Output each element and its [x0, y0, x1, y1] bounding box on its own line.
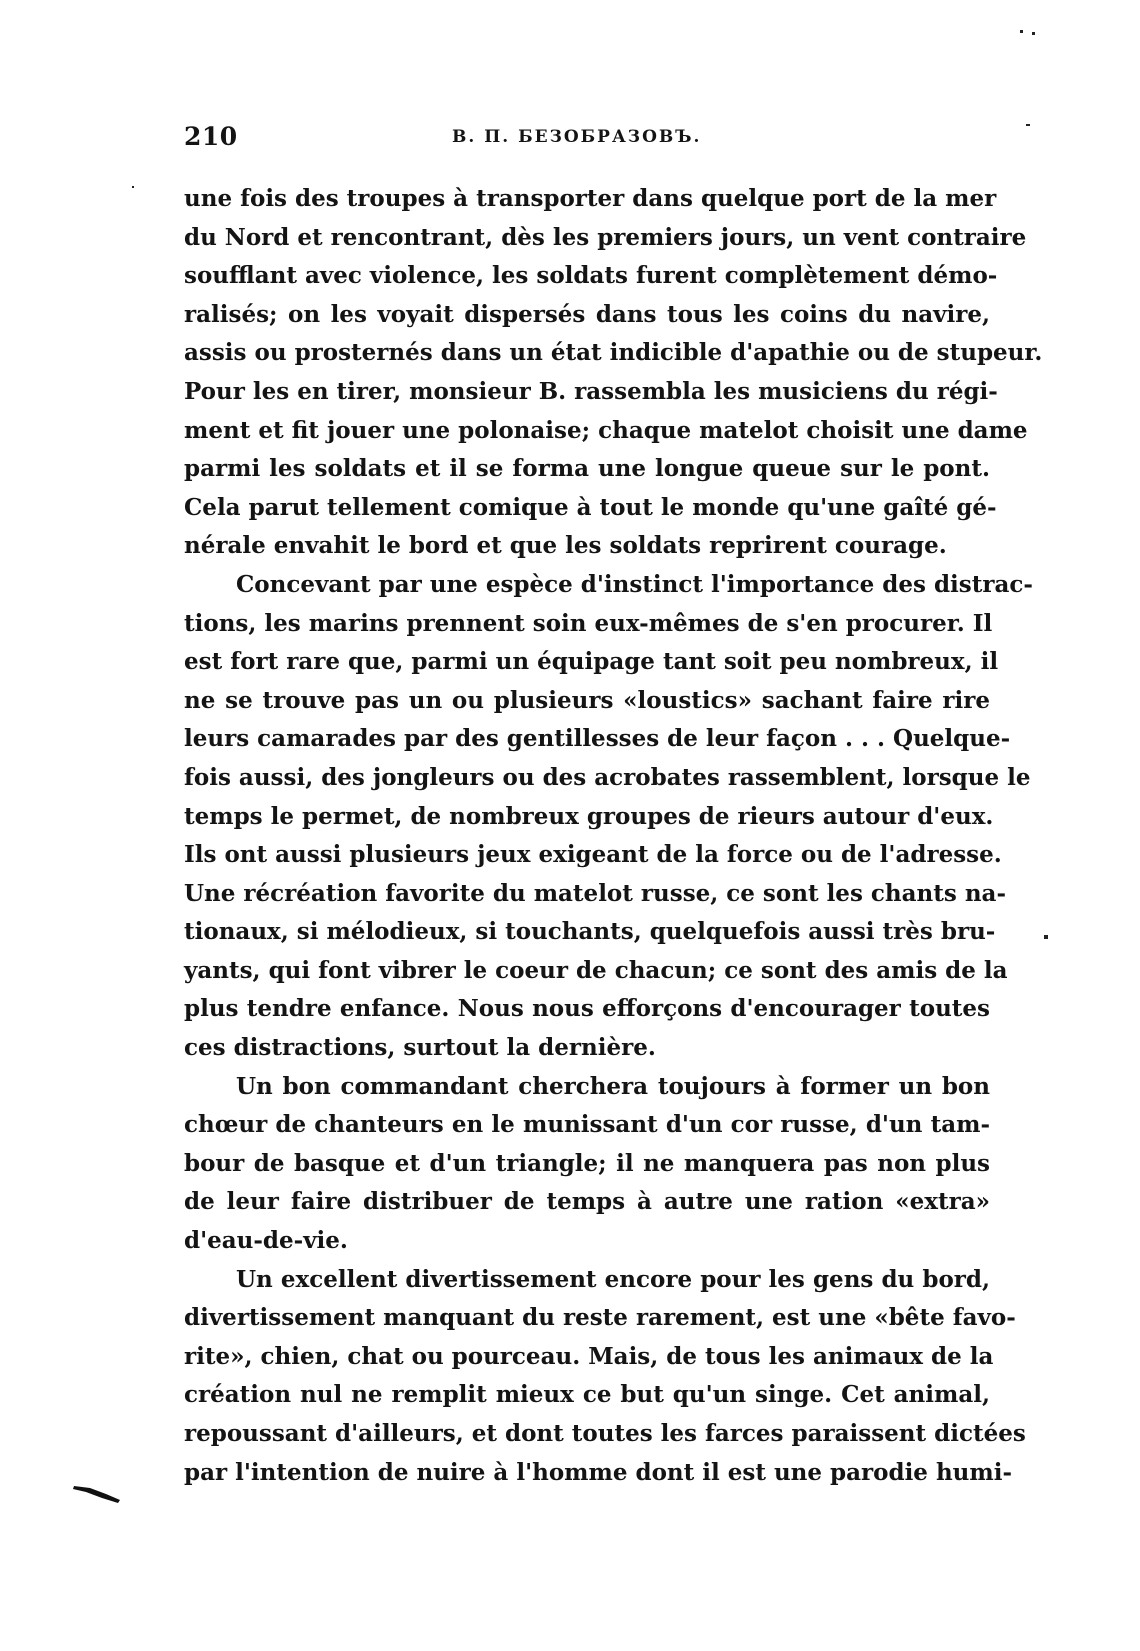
text-line: Un bon commandant cherchera toujours à former un bon — [236, 1072, 990, 1100]
text-line: temps le permet, de nombreux groupes de rieurs autour d'eux. — [184, 802, 994, 830]
text-line: parmi les soldats et il se forma une longue queue sur le pont. — [184, 455, 990, 483]
text-line: Ils ont aussi plusieurs jeux exigeant de la force ou de l'adresse. — [184, 841, 1002, 869]
text-line: une fois des troupes à transporter dans quelque port de la mer — [184, 185, 997, 212]
text-line: fois aussi, des jongleurs ou des acrobates rassemblent, lorsque le — [184, 763, 1031, 791]
text-line: ment et fit jouer une polonaise; chaque matelot choisit une dame — [184, 416, 1028, 444]
text-line: bour de basque et d'un triangle; il ne manquera pas non plus — [184, 1149, 990, 1177]
scan-speck — [1044, 935, 1048, 939]
text-line: yants, qui font vibrer le coeur de chacun; ce sont des amis de la — [184, 956, 1008, 984]
text-line: est fort rare que, parmi un équipage tant soit peu nombreux, il — [184, 648, 999, 676]
text-line: tionaux, si mélodieux, si touchants, quelquefois aussi très bru- — [184, 918, 996, 946]
text-line: Cela parut tellement comique à tout le monde qu'une gaîté gé- — [184, 493, 997, 521]
text-line: leurs camarades par des gentillesses de leur façon . . . Quelque- — [184, 725, 1011, 753]
scan-mark-icon — [72, 1482, 122, 1504]
running-head: В. П. БЕЗОБРАЗОВЪ. — [452, 127, 702, 147]
text-line: de leur faire distribuer de temps à autre une ration «extra» — [184, 1188, 990, 1216]
scan-speck — [1020, 30, 1023, 33]
text-line: rite», chien, chat ou pourceau. Mais, de tous les animaux de la — [184, 1342, 994, 1370]
text-line: repoussant d'ailleurs, et dont toutes les farces paraissent dictées — [184, 1420, 1026, 1447]
text-line: assis ou prosternés dans un état indicible d'apathie ou de stupeur. — [184, 339, 1043, 367]
scan-speck — [1032, 32, 1035, 35]
body-text — [184, 180, 1043, 1492]
scan-speck — [1026, 124, 1030, 126]
page-number: 210 — [184, 122, 238, 151]
text-line: tions, les marins prennent soin eux-mêmes de s'en procurer. Il — [184, 609, 993, 637]
text-line: nérale envahit le bord et que les soldats reprirent courage. — [184, 532, 947, 560]
text-line: par l'intention de nuire à l'homme dont il est une parodie humi- — [184, 1458, 1013, 1486]
text-line: plus tendre enfance. Nous nous efforçons d'encourager toutes — [184, 995, 990, 1023]
text-line: création nul ne remplit mieux ce but qu'un singe. Cet animal, — [184, 1381, 990, 1409]
scan-speck — [132, 186, 134, 188]
text-line: divertissement manquant du reste rarement, est une «bête favo- — [184, 1304, 1016, 1332]
text-line: Concevant par une espèce d'instinct l'importance des distrac- — [236, 570, 1033, 598]
text-line: du Nord et rencontrant, dès les premiers jours, un vent contraire — [184, 223, 1027, 251]
text-line: chœur de chanteurs en le munissant d'un cor russe, d'un tam- — [184, 1111, 990, 1139]
text-line: ne se trouve pas un ou plusieurs «loustics» sachant faire rire — [184, 686, 990, 714]
text-line: Un excellent divertissement encore pour les gens du bord, — [236, 1265, 990, 1293]
text-line: Pour les en tirer, monsieur B. rassembla les musiciens du régi- — [184, 377, 998, 405]
text-line: Une récréation favorite du matelot russe, ce sont les chants na- — [184, 879, 1007, 907]
text-line: ces distractions, surtout la dernière. — [184, 1034, 656, 1062]
page-header — [184, 122, 984, 158]
text-line: d'eau-de-vie. — [184, 1227, 348, 1255]
text-line: ralisés; on les voyait dispersés dans tous les coins du navire, — [184, 300, 990, 328]
text-line: soufflant avec violence, les soldats furent complètement démo- — [184, 262, 998, 290]
